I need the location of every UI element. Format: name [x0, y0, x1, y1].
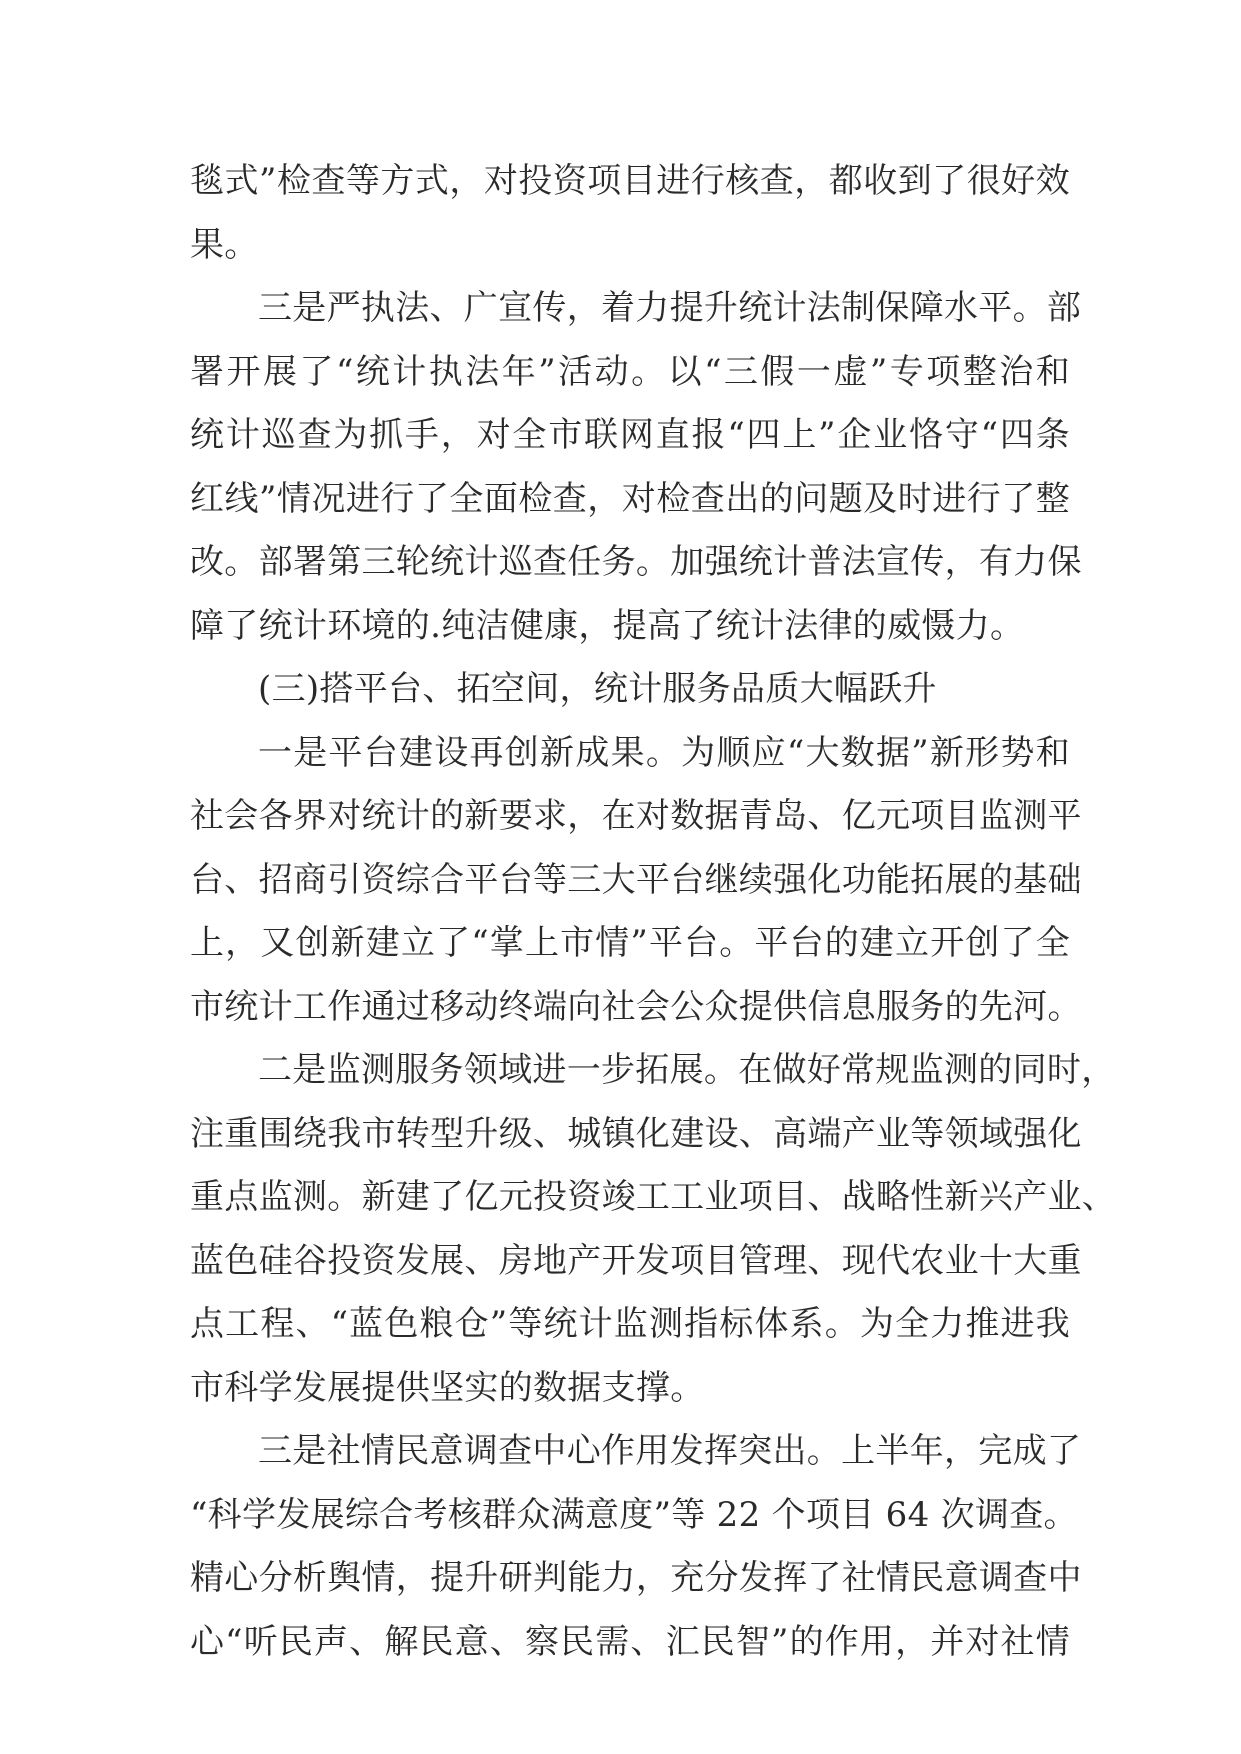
text-line: “科学发展综合考核群众满意度”等 22 个项目 64 次调查。	[190, 1494, 1078, 1535]
text-line: 障了统计环境的.纯洁健康，提高了统计法律的威慑力。	[190, 605, 1025, 646]
text-line: 三是严执法、广宣传，着力提升统计法制保障水平。部	[258, 288, 1082, 328]
text-line: 上，又创新建立了“掌上市情”平台。平台的建立开创了全	[190, 923, 1070, 963]
text-line: 点工程、“蓝色粮仓”等统计监测指标体系。为全力推进我	[190, 1304, 1070, 1344]
text-line: 社会各界对统计的新要求，在对数据青岛、亿元项目监测平	[190, 796, 1082, 836]
text-line: 市科学发展提供坚实的数据支撑。	[190, 1367, 705, 1408]
text-line: 毯式”检查等方式，对投资项目进行核查，都收到了很好效	[190, 161, 1070, 201]
text-line: 三是社情民意调查中心作用发挥突出。上半年，完成了	[258, 1431, 1082, 1471]
text-line: 二是监测服务领域进一步拓展。在做好常规监测的同时，	[258, 1050, 1116, 1090]
document-page	[190, 150, 1117, 1674]
text-line: 改。部署第三轮统计巡查任务。加强统计普法宣传，有力保	[190, 542, 1082, 582]
text-line: 一是平台建设再创新成果。为顺应“大数据”新形势和	[258, 732, 1070, 773]
text-line: 台、招商引资综合平台等三大平台继续强化功能拓展的基础	[190, 859, 1082, 900]
text-line: 心“听民声、解民意、察民需、汇民智”的作用，并对社情	[190, 1621, 1070, 1662]
text-line: 市统计工作通过移动终端向社会公众提供信息服务的先河。	[190, 986, 1082, 1027]
text-line: 果。	[190, 224, 259, 265]
text-line: 署开展了“统计执法年”活动。以“三假一虚”专项整治和	[190, 351, 1070, 392]
text-line: 统计巡查为抓手，对全市联网直报“四上”企业恪守“四条	[190, 415, 1070, 455]
text-line: (三)搭平台、拓空间，统计服务品质大幅跃升	[258, 669, 937, 709]
text-line: 蓝色硅谷投资发展、房地产开发项目管理、现代农业十大重	[190, 1240, 1082, 1281]
text-line: 精心分析舆情，提升研判能力，充分发挥了社情民意调查中	[190, 1558, 1082, 1598]
text-line: 重点监测。新建了亿元投资竣工工业项目、战略性新兴产业、	[190, 1177, 1117, 1217]
text-line: 注重围绕我市转型升级、城镇化建设、高端产业等领域强化	[190, 1113, 1082, 1154]
text-line: 红线”情况进行了全面检查，对检查出的问题及时进行了整	[190, 478, 1070, 519]
